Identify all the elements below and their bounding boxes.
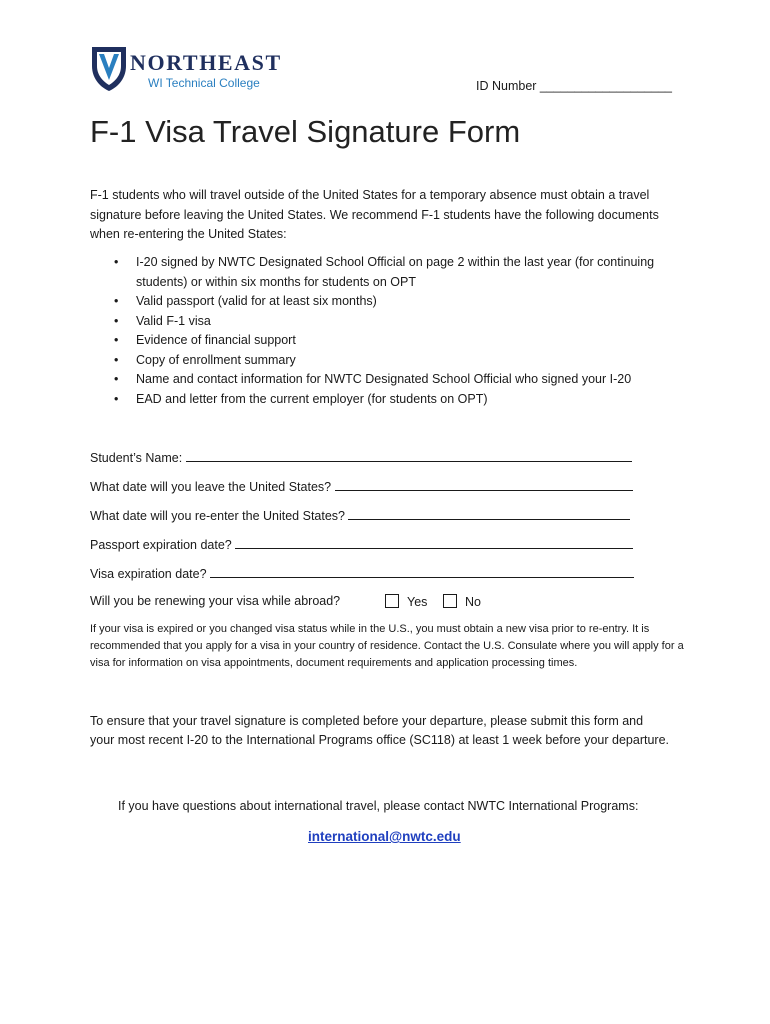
yes-label: Yes <box>407 595 428 609</box>
college-logo <box>90 44 300 96</box>
page-title: F-1 Visa Travel Signature Form <box>90 114 521 149</box>
list-item: • Valid F-1 visa <box>90 312 680 332</box>
submission-instructions: To ensure that your travel signature is completed before your departure, please submit this form and your most recent I-20 to the International Programs office (SC118) at least 1 week before your departure. <box>90 714 670 747</box>
list-item: • I-20 signed by NWTC Designated School Official on page 2 within the last year (for continuing students) or within six months for students on OPT <box>114 255 655 289</box>
renew-no-option[interactable] <box>443 594 481 609</box>
contact-text: If you have questions about international travel, please contact NWTC International Programs: <box>118 799 639 813</box>
yes-checkbox[interactable] <box>385 594 399 608</box>
list-item: • Valid passport (valid for at least six months) <box>90 292 680 312</box>
bullet-icon: • <box>114 391 119 406</box>
reenter-date-label: What date will you re-enter the United States? <box>90 509 345 523</box>
list-item: • EAD and letter from the current employer (for students on OPT) <box>90 390 680 410</box>
leave-date-input[interactable] <box>335 478 633 491</box>
leave-date-field <box>90 478 633 494</box>
no-label: No <box>465 595 481 609</box>
renew-visa-question: Will you be renewing your visa while abroad? <box>90 594 341 608</box>
student-name-input[interactable] <box>186 449 632 462</box>
student-name-label: Student’s Name: <box>90 451 183 465</box>
bullet-icon: • <box>114 333 119 347</box>
visa-expiration-field <box>90 565 634 581</box>
list-item: • Name and contact information for NWTC Designated School Official who signed your I-20 <box>90 370 680 390</box>
renew-yes-option[interactable] <box>385 594 427 609</box>
no-checkbox[interactable] <box>443 594 457 608</box>
list-item: • Copy of enrollment summary <box>90 351 680 371</box>
reenter-date-field <box>90 507 630 523</box>
student-name-field <box>90 449 632 465</box>
shield-logo-icon <box>90 44 128 92</box>
reenter-date-input[interactable] <box>348 507 630 520</box>
bullet-icon: • <box>114 352 119 367</box>
bullet-icon: • <box>114 294 119 308</box>
bullet-icon: • <box>114 255 119 269</box>
passport-expiration-input[interactable] <box>235 536 633 549</box>
logo-name: NORTHEAST <box>130 50 282 75</box>
bullet-icon: • <box>114 313 119 328</box>
leave-date-label: What date will you leave the United States? <box>90 480 332 494</box>
passport-expiration-label: Passport expiration date? <box>90 538 232 552</box>
list-item: • Evidence of financial support <box>90 331 680 351</box>
bullet-icon: • <box>114 372 119 386</box>
visa-expiration-label: Visa expiration date? <box>90 567 207 581</box>
visa-expiration-input[interactable] <box>210 565 634 578</box>
required-documents-list <box>90 253 680 409</box>
intro-paragraph: F-1 students who will travel outside of the United States for a temporary absence must obtain a travel signature before leaving the United States. We recommend F-1 students have the following documents when re-entering the United States: <box>90 188 659 241</box>
id-number-field[interactable]: ID Number ___________________ <box>476 79 672 93</box>
email-link[interactable]: international@nwtc.edu <box>308 829 461 844</box>
visa-notice-paragraph: If your visa is expired or you changed visa status while in the U.S., you must obtain a new visa prior to re-entry. It is recommended that you apply for a visa in your country of residence. Contact the U.S. Consulate where you will apply for a visa for information on visa appointments, document requirements and application processing times. <box>90 623 684 669</box>
passport-expiration-field <box>90 536 633 552</box>
logo-subtitle: WI Technical College <box>148 76 260 90</box>
